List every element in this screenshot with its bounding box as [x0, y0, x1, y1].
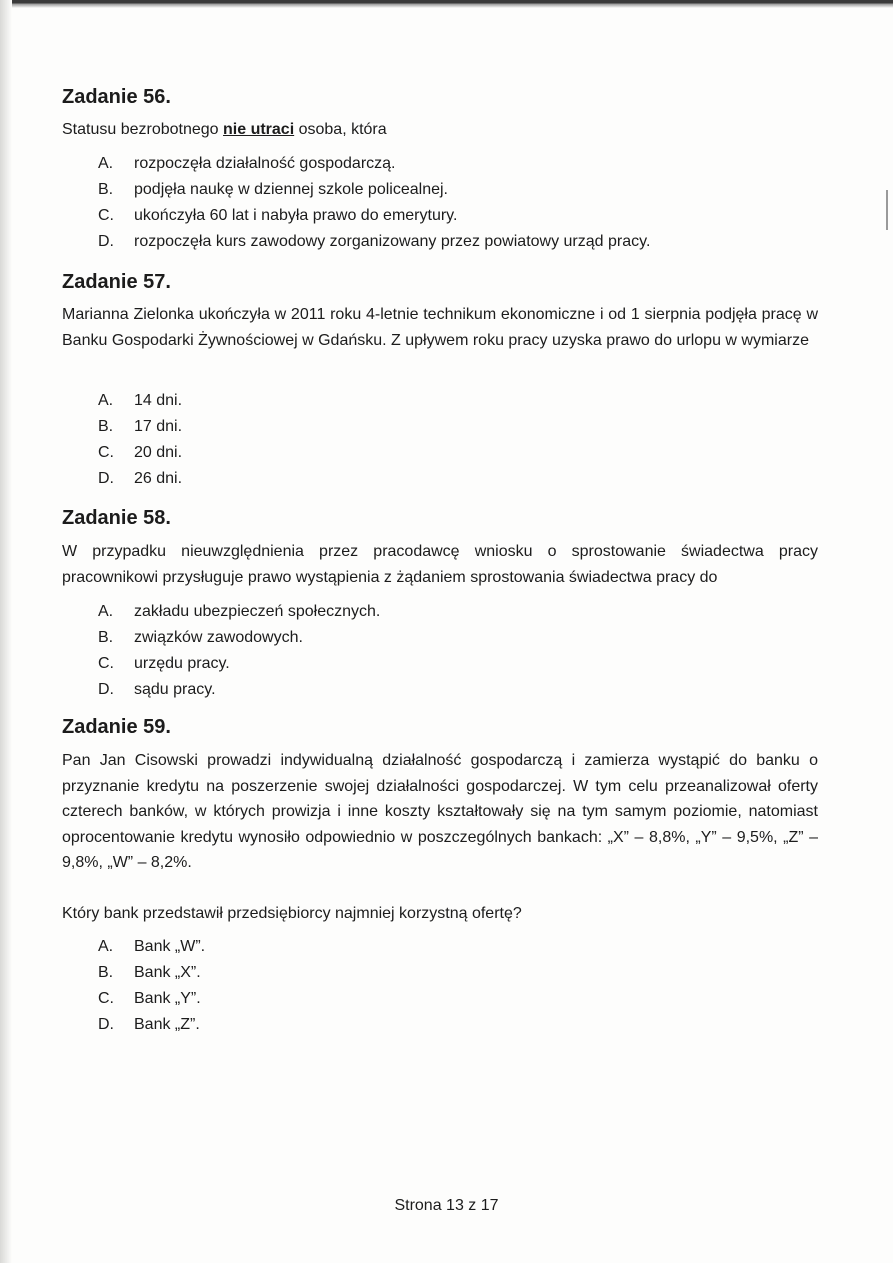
answer-option	[98, 229, 650, 255]
answer-option	[98, 599, 380, 625]
option-letter: A.	[98, 938, 114, 955]
task-56-stem-emphasis: nie utraci	[223, 121, 295, 138]
answer-option	[98, 651, 380, 677]
option-text: Bank „Y”.	[134, 990, 201, 1007]
option-text: rozpoczęła kurs zawodowy zorganizowany przez powiatowy urząd pracy.	[134, 233, 651, 250]
scan-left-shade	[0, 0, 12, 1263]
scan-top-border	[0, 0, 893, 8]
option-text: 17 dni.	[134, 418, 183, 435]
answer-option	[98, 1012, 205, 1038]
task-57-options	[98, 388, 182, 492]
answer-option	[98, 677, 380, 703]
option-letter: B.	[98, 964, 114, 981]
scan-right-mark	[886, 190, 888, 230]
option-text: zakładu ubezpieczeń społecznych.	[134, 603, 381, 620]
option-letter: A.	[98, 603, 114, 620]
answer-option	[98, 466, 182, 492]
option-text: związków zawodowych.	[134, 629, 303, 646]
option-letter: C.	[98, 207, 114, 224]
answer-option	[98, 414, 182, 440]
task-58-stem: W przypadku nieuwzględnienia przez pracodawcę wniosku o sprostowanie świadectwa pracy pracownikowi przysługuje prawo wystąpienia z żądaniem sprostowania świadectwa pracy do	[62, 543, 818, 586]
answer-option	[98, 934, 205, 960]
option-letter: B.	[98, 181, 114, 198]
task-56-stem-after: osoba, która	[294, 121, 387, 138]
option-text: podjęła naukę w dziennej szkole policealnej.	[134, 181, 448, 198]
answer-option	[98, 203, 650, 229]
task-57-stem: Marianna Zielonka ukończyła w 2011 roku 4-letnie technikum ekonomiczne i od 1 sierpnia podjęła pracę w Banku Gospodarki Żywnościowej w Gdańsku. Z upływem roku pracy uzyska prawo do urlopu w wymiarze	[62, 306, 818, 349]
task-57-title: Zadanie 57.	[62, 271, 171, 293]
option-letter: A.	[98, 392, 114, 409]
answer-option	[98, 960, 205, 986]
option-text: 26 dni.	[134, 470, 183, 487]
option-text: Bank „X”.	[134, 964, 201, 981]
option-letter: C.	[98, 444, 114, 461]
option-letter: D.	[98, 681, 114, 698]
option-text: Bank „Z”.	[134, 1016, 200, 1033]
option-letter: C.	[98, 990, 114, 1007]
option-letter: B.	[98, 629, 114, 646]
task-58-options	[98, 599, 380, 703]
page-number: Strona 13 z 17	[394, 1197, 499, 1214]
task-59-options	[98, 934, 205, 1038]
option-letter: B.	[98, 418, 114, 435]
task-56-options	[98, 151, 650, 255]
task-58-title: Zadanie 58.	[62, 507, 171, 529]
option-text: 14 dni.	[134, 392, 183, 409]
option-letter: C.	[98, 655, 114, 672]
answer-option	[98, 440, 182, 466]
task-59-question: Który bank przedstawił przedsiębiorcy najmniej korzystną ofertę?	[62, 905, 522, 922]
answer-option	[98, 151, 650, 177]
option-letter: D.	[98, 233, 114, 250]
option-letter: D.	[98, 470, 114, 487]
task-56-stem-before: Statusu bezrobotnego	[62, 121, 224, 138]
task-56-title: Zadanie 56.	[62, 86, 171, 108]
option-text: 20 dni.	[134, 444, 183, 461]
answer-option	[98, 388, 182, 414]
task-59-title: Zadanie 59.	[62, 716, 171, 738]
answer-option	[98, 986, 205, 1012]
answer-option	[98, 177, 650, 203]
option-letter: A.	[98, 155, 114, 172]
option-text: Bank „W”.	[134, 938, 206, 955]
option-text: urzędu pracy.	[134, 655, 230, 672]
answer-option	[98, 625, 380, 651]
option-text: sądu pracy.	[134, 681, 216, 698]
option-text: rozpoczęła działalność gospodarczą.	[134, 155, 396, 172]
task-59-stem: Pan Jan Cisowski prowadzi indywidualną działalność gospodarczą i zamierza wystąpić do banku o przyznanie kredytu na poszerzenie swojej działalności gospodarczej. W tym celu przeanalizował oferty czterech banków, w których prowizja i inne koszty kształtowały się na tym samym poziomie, natomiast oprocentowanie kredytu wynosiło odpowiednio w poszczególnych bankach: „X” – 8,8%, „Y” – 9,5%, „Z” – 9,8%, „W” – 8,2%.	[62, 752, 818, 871]
option-letter: D.	[98, 1016, 114, 1033]
task-56-stem	[62, 117, 818, 143]
option-text: ukończyła 60 lat i nabyła prawo do emerytury.	[134, 207, 458, 224]
